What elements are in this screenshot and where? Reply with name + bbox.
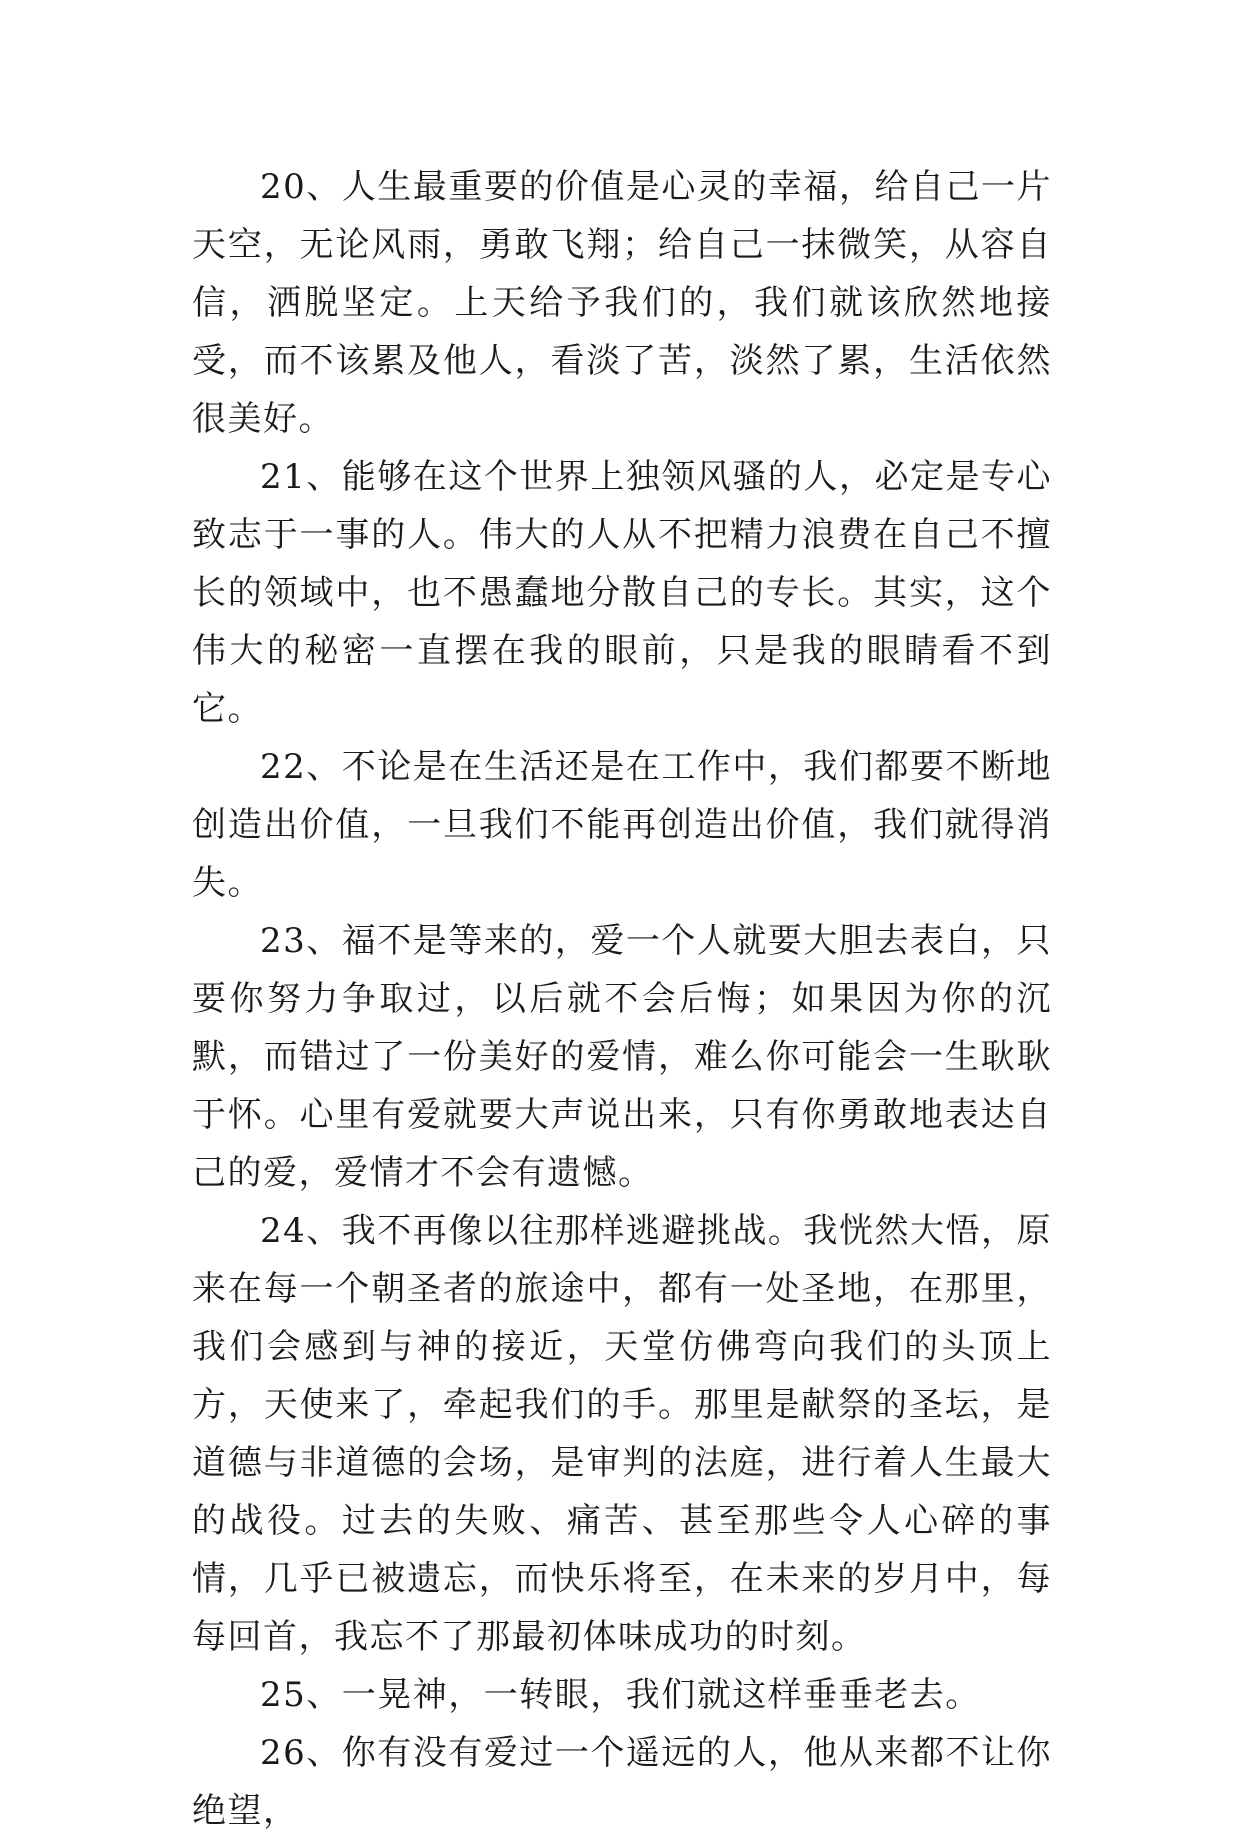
paragraph-23: 23、福不是等来的，爱一个人就要大胆去表白，只要你努力争取过，以后就不会后悔；如果因为你的沉默，而错过了一份美好的爱情，难么你可能会一生耿耿于怀。心里有爱就要大声说出来，只有你勇敢地表达自己的爱，爱情才不会有遗憾。	[192, 921, 1052, 1193]
document-body	[192, 158, 1052, 1840]
paragraph-24: 24、我不再像以往那样逃避挑战。我恍然大悟，原来在每一个朝圣者的旅途中，都有一处圣地，在那里，我们会感到与神的接近，天堂仿佛弯向我们的头顶上方，天使来了，牵起我们的手。那里是献祭的圣坛，是道德与非道德的会场，是审判的法庭，进行着人生最大的战役。过去的失败、痛苦、甚至那些令人心碎的事情，几乎已被遗忘，而快乐将至，在未来的岁月中，每每回首，我忘不了那最初体味成功的时刻。	[192, 1211, 1052, 1657]
paragraph-21: 21、能够在这个世界上独领风骚的人，必定是专心致志于一事的人。伟大的人从不把精力浪费在自己不擅长的领域中，也不愚蠢地分散自己的专长。其实，这个伟大的秘密一直摆在我的眼前，只是我的眼睛看不到它。	[192, 457, 1052, 729]
paragraph-25: 25、一晃神，一转眼，我们就这样垂垂老去。	[260, 1675, 981, 1715]
paragraph-22: 22、不论是在生活还是在工作中，我们都要不断地创造出价值，一旦我们不能再创造出价值，我们就得消失。	[192, 747, 1052, 903]
paragraph-26: 26、你有没有爱过一个遥远的人，他从来都不让你绝望，	[192, 1733, 1052, 1831]
paragraph-20: 20、人生最重要的价值是心灵的幸福，给自己一片天空，无论风雨，勇敢飞翔；给自己一抹微笑，从容自信，洒脱坚定。上天给予我们的，我们就该欣然地接受，而不该累及他人，看淡了苦，淡然了累，生活依然很美好。	[192, 167, 1052, 439]
